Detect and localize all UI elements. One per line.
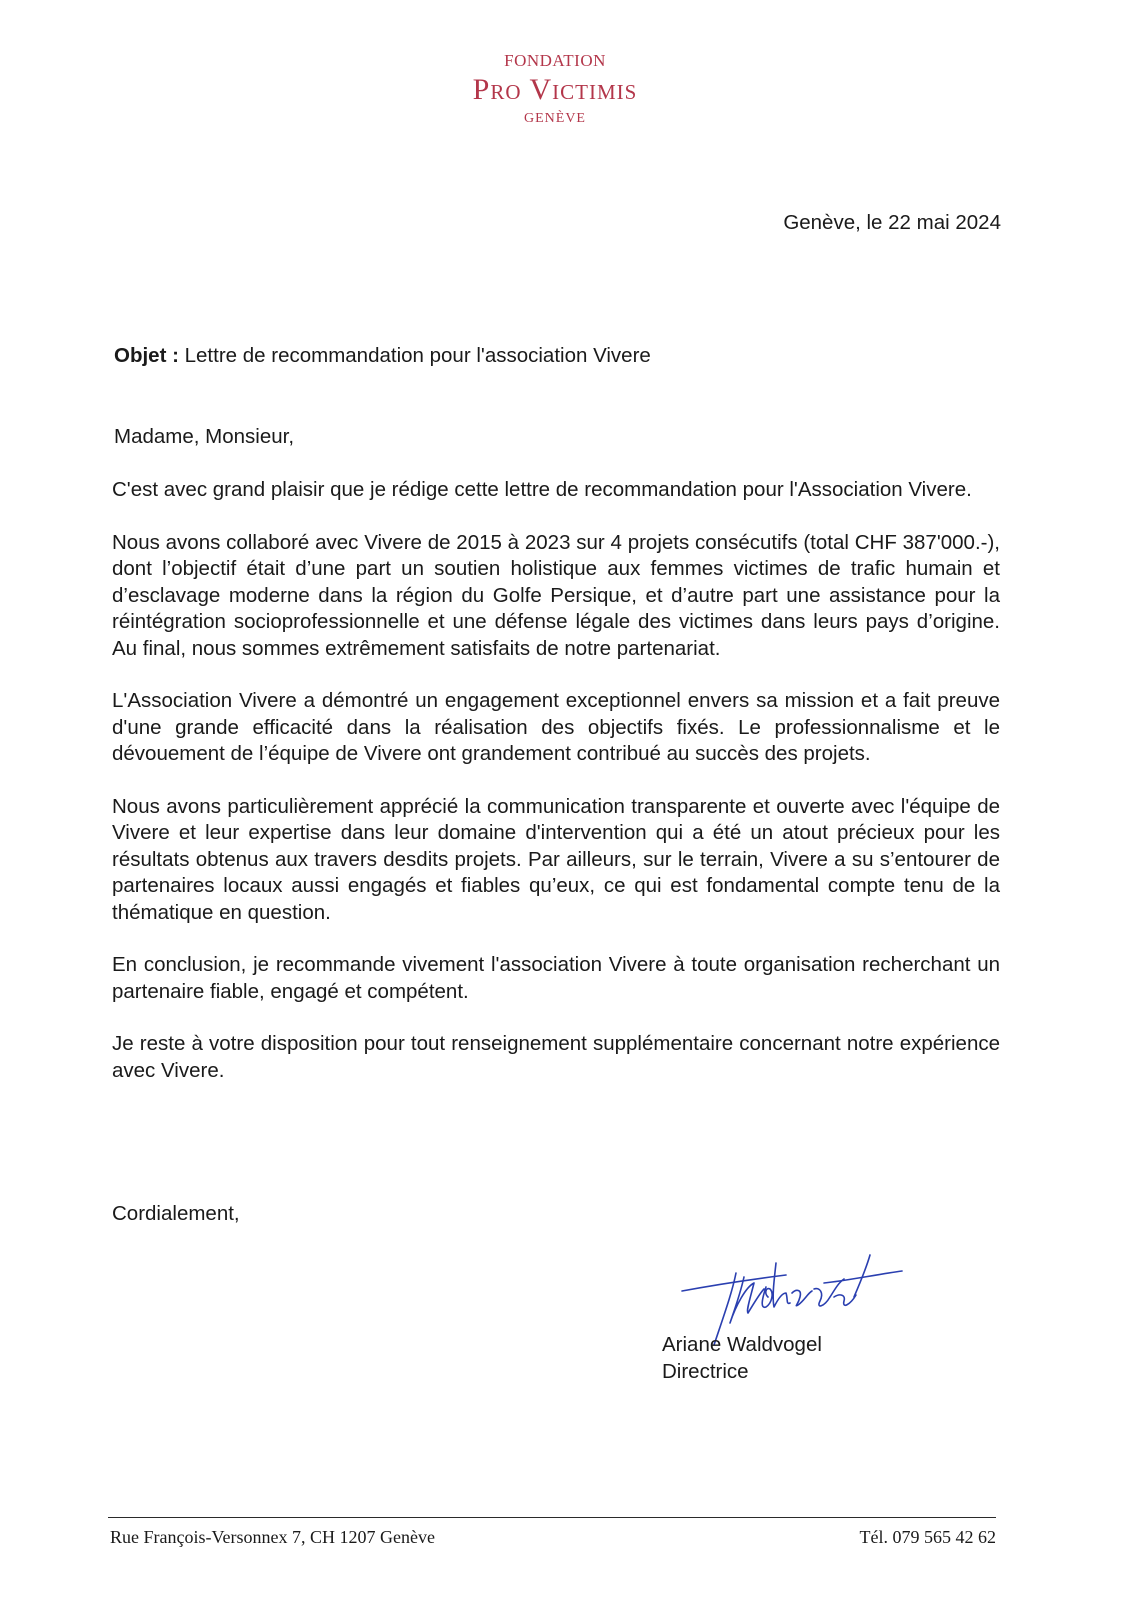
footer-address: Rue François-Versonnex 7, CH 1207 Genève <box>110 1527 435 1547</box>
body-paragraph: Nous avons particulièrement apprécié la communication transparente et ouverte avec l'équipe de Vivere et leur expertise dans leur domaine d'intervention qui a été un atout précieux pour les résultats obtenus aux travers desdits projets. Par ailleurs, sur le terrain, Vivere a su s’entourer de partenaires locaux aussi engagés et fiables qu’eux, ce qui est fondamental compte tenu de la thématique en question. <box>112 794 1000 924</box>
closing: Cordialement, <box>112 1202 240 1225</box>
letterhead-city: GENÈVE <box>524 111 586 126</box>
footer-phone: Tél. 079 565 42 62 <box>859 1527 996 1547</box>
letter-date: Genève, le 22 mai 2024 <box>783 211 1001 234</box>
body-paragraph: Je reste à votre disposition pour tout renseignement supplémentaire concernant notre expérience avec Vivere. <box>112 1032 1000 1082</box>
letter-footer <box>110 1525 996 1549</box>
letter-subject <box>114 343 999 370</box>
body-paragraph: Nous avons collaboré avec Vivere de 2015 à 2023 sur 4 projets consécutifs (total CHF 387'000.-), dont l’objectif était d’une part un soutien holistique aux femmes victimes de trafic humain et d’esclavage moderne dans la région du Golfe Persique, et d’autre part une assistance pour la réintégration socioprofessionnelle et une défense légale des victimes dans leurs pays d’origine. Au final, nous sommes extrêmement satisfaits de notre partenariat. <box>112 530 1000 660</box>
signature-block <box>654 1253 934 1383</box>
letterhead-top-line: FONDATION <box>504 51 606 70</box>
salutation: Madame, Monsieur, <box>114 425 295 448</box>
signer-title: Directrice <box>662 1360 749 1383</box>
body-paragraph: C'est avec grand plaisir que je rédige cette lettre de recommandation pour l'Association Vivere. <box>112 478 972 501</box>
letterhead-name: Pro Victimis <box>472 73 638 106</box>
subject-text: Lettre de recommandation pour l'association Vivere <box>184 344 651 367</box>
letter-body <box>112 477 1000 1110</box>
subject-label: Objet : <box>114 344 179 367</box>
body-paragraph: L'Association Vivere a démontré un engagement exceptionnel envers sa mission et a fait preuve d'une grande efficacité dans la réalisation des objectifs fixés. Le professionnalisme et le dévouement de l’équipe de Vivere ont grandement contribué au succès des projets. <box>112 689 1000 765</box>
body-paragraph: En conclusion, je recommande vivement l'association Vivere à toute organisation recherchant un partenaire fiable, engagé et compétent. <box>112 953 1000 1003</box>
footer-divider <box>108 1517 996 1518</box>
signer-name: Ariane Waldvogel <box>662 1333 822 1356</box>
letterhead-logo <box>0 50 1110 128</box>
